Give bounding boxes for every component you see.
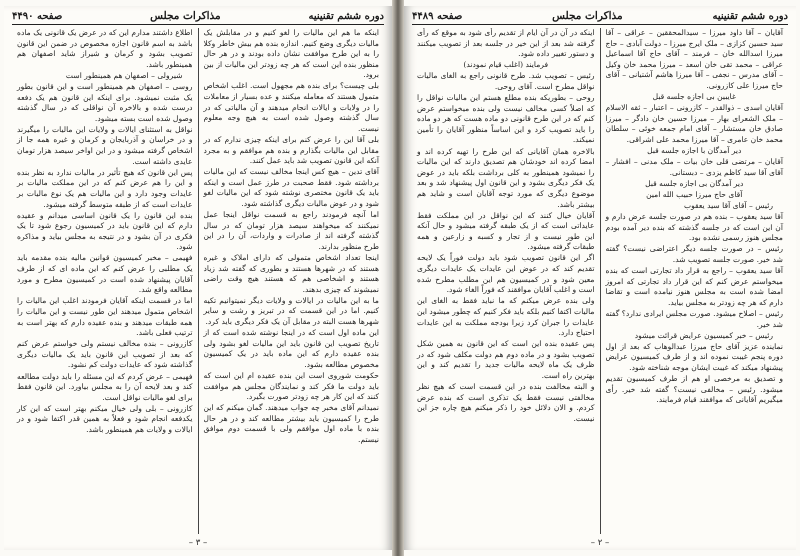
right-page-header (412, 8, 788, 25)
paragraph: آقایان – آقا داود میرزا – سیدالمحققین – عراقی – آقا سید حسین کزازی – ملک ایرج میرزا – دولت آبادی – حاج میرزا اسدالله خان – فرمند – آقای حاج آقا اسماعیل عراقی – محمد تقی خان اسعد – میرزا محمد خان وکیل – آقای مدرس – نجفی – آقا میرزا هاشم آشتیانی – آقای حاج میرزا علی کازرونی. (605, 28, 783, 90)
section-heading: غایبین بی اجازه جلسه قبل (652, 92, 736, 102)
paragraph: اگر این قانون تصویب شود باید دولت فوراً یک لایحه تقدیم کند که در عوض این عایدات یک عایدات دیگری معین شود و در کمیسیون هم این مطلب مطرح شده است و اغلب آقایان موافقند که فوراً الغاء شود. (417, 253, 595, 295)
section-heading: دیر آمدگان بی اجازه جلسه قبل (645, 178, 744, 188)
left-page-column-right (199, 28, 385, 534)
stage-direction: فرمایند (اغلب قیام نمودند) (463, 60, 549, 70)
left-page-footer-number: – ۳ – (188, 538, 208, 548)
paragraph: نواقل به استثنای ایالات و ولایات این مالیات را میگیرند و در خراسان و آذربایجان و کرمان و غیره همه جا از اشخاص گرفته میشود و در این اواخر سیصد هزار تومان عایدی داشته است. (17, 124, 193, 166)
paragraph: آقایان اسدی – ذوالقدر – کازرونی – اعتبار – ثقه الاسلام – ملک الشعرای بهار – میرزا حسین خان دادگر – میرزا صادق خان مستشار – آقای امام جمعه خوئی – سلطان محمد خان عامری – آقا میرزا محمد علی اشراقی. (605, 103, 783, 144)
paragraph: اما در قسمت اینکه آقایان فرمودند اغلب این مالیات را اشخاص متمول میدهند این طور نیست و این مالیات را همه طبقات میدهند و بنده عقیده دارم که بهتر است به ترتیب فعلی باشد. (17, 296, 193, 338)
paragraph: کازرونی – بنده مخالف نیستم ولی خواستم عرض کنم که بعد از تصویب این قانون باید یک مالیات دیگری گذاشته شود که عایدات دولت کم نشود. (17, 339, 193, 370)
paragraph: رئیس – در صورت جلسه دیگر اعتراضی نیست؟ گفته شد خیر. صورت جلسه تصویب شد. (605, 244, 783, 264)
book-gutter (392, 0, 404, 556)
paragraph: فهیمی – عرض کردم که این مسئله را باید دولت مطالعه کند و بعد لایحه آن را به مجلس بیاورد. این قانون فقط برای لغو مالیات نواقل است. (17, 371, 193, 402)
paragraph: اینجا تعداد اشخاص متمولی که دارای املاک و غیره هستند که در شهرها هستند و بطوری که گفته شد زیاد هستند و اشخاصی هم که هستند هیچ وقت راضی نمیشوند که چیزی بدهند. (203, 252, 379, 294)
paragraph: روسی – اصفهان هم همینطور است و این قانون بطور یک مثبت نمیشود. برای اینکه این قانون هم یک دفعه درست شده و بالاخره آن نواقلی که در سال گذشته وصول شده است بسته میشود. (17, 81, 193, 123)
paragraph: و البته مخالفت بنده در این قسمت است که هیچ نظر مخالفتی نیست فقط یک تذکری است که بنده عرض کردم. و الان دلائل خود را ذکر میکنم هیچ چاره جز این نیست. (417, 382, 595, 423)
left-page-header (12, 8, 384, 25)
left-page-columns (12, 28, 384, 534)
paragraph: این ماده اول است که در اینجا نوشته شده است که از تاریخ تصویب این قانون باید این مالیات لغو بشود ولی بنده عقیده دارم که این ماده باید در یک کمیسیون مخصوص مطالعه بشود. (203, 328, 379, 369)
paragraph: روحی – بطوریکه بنده مطلع هستم این مالیات نواقل را که اصلاً کسی مخالف نیست ولی بنده میخواستم عرض کنم که در این طرح قانونی دو ماده هست که هر دو ماده را باید تصویب کرد و این اساساً منظور آقایان را تأمین نمیکند. (417, 93, 595, 145)
paragraph: آقای حاج میرزا حبیب الله امین (646, 189, 743, 199)
paragraph: نماینده عزیز آقای حاج میرزا عبدالوهاب که بعد از اول دوره پنجم غیبت نموده اند و از طرف کمیسیون عرایض پیشنهاد میکند که غیبت ایشان موجه شناخته شود. (605, 341, 783, 372)
paragraph: آقا سید یعقوب – بنده هم در صورت جلسه عرض دارم و آن این است که در جلسه گذشته که بنده دیر آمده بودم مجلس هنوز رسمی نشده بود. (605, 212, 783, 243)
right-page-column-left (412, 28, 601, 534)
left-page-number-label: دوره ششم تقنینیه (308, 10, 384, 22)
right-page-column-right (601, 28, 789, 534)
paragraph: اطلاع داشتند مدارم این که در عرض یک قانونی یک ماده باشد به اسم قانون اجازه مخصوص در ضمن این قانون تصویب بشود و کرمان و شیراز شاید اصفهان هم همینطور باشد. (17, 28, 193, 69)
paragraph: پس عقیده بنده این است که این قانون به همین شکل تصویب بشود و در ماده دوم هم دولت مکلف شود که در ظرف یک ماه لایحه مالیات جدید را تقدیم کند و این بهترین راه است. (417, 339, 595, 380)
paragraph: آقا سید یعقوب – راجع به قرار داد تجارتی است که بنده میخواستم عرض کنم که این قرار داد تجارتی که امروز امضا شده است به مجلس هنوز نیامده است و تقاضا دارم که هر چه زودتر به مجلس بیاید. (605, 266, 783, 307)
paragraph: نمیدانم آقای مخبر چه جواب میدهند. گمان میکنم که این طرح را کمیسیون باید بیشتر مطالعه کند و در هر حال بنده با ماده اول موافقم ولی با قسمت دوم موافق نیستم. (203, 403, 379, 445)
paragraph: کازرونی – بلی ولی خیال میکنم بهتر است که این کار یکدفعه انجام شود و فعلاً به همین قدر اکتفا شود و در ایالات و ولایات هم همینطور باشد. (17, 403, 193, 434)
paragraph: بنده این قانون را یک قانون اساسی میدانم و عقیده دارم که این قانون باید در کمیسیون رجوع شود تا یک فکری در آن بشود و در نتیجه به مجلس بیاید و مذاکره شود. (17, 210, 193, 252)
paragraph: و تصدیق به مرخصی او هم از طرف کمیسیون تقدیم میشود. رئیس – مخالفی نیست؟ گفته شد خیر. رأی میگیریم آقایانی که موافقند قیام فرمایند. (605, 374, 783, 405)
paragraph: آقایان – مرتضی قلی خان بیات – ملک مدنی – افشار – آقای آقا سید کاظم یزدی – دبستانی. (605, 157, 783, 177)
right-page-session: دوره ششم تقنینیه (712, 10, 788, 22)
left-page-session: صفحه ۴۴۹۰ (12, 10, 63, 22)
paragraph: اینکه در آن در آن ایام از تقدیم رأی شود به موقع که رأی گرفته شد بعد از این خیر در جلسه بعد از تصویب میکنند و دستور تغییر داده شود. (417, 28, 595, 59)
speaker-line: رئیس – آقای آقا سید یعقوب (683, 201, 773, 210)
paragraph: پس این قانون که هیچ تأثیر در مالیات ندارد به نظر بنده و این را هم عرض کنم که در این مملکت مالیات بر عایدات وجود دارد و این مالیات هم یک نوع مالیات بر عایدات است که از طبقه متوسط گرفته میشود. (17, 167, 193, 209)
speaker-line: شیرولی – اصفهان هم همینطور است (65, 70, 183, 80)
left-page (4, 6, 392, 550)
paragraph: رئیس – اصلاح میشود. صورت مجلس ایرادی ندارد؟ گفته شد خیر. (605, 308, 783, 329)
speaker-line: رئیس – خبر کمیسیون عرایض قرائت میشود (634, 330, 773, 340)
right-page-footer-number: – ۲ – (590, 538, 610, 548)
paragraph: آقای تدین – هیچ کس اینجا مخالف نیست که این مالیات برداشته شود. فقط صحبت در طرز عمل است و اینکه باید یک قانون مختصری نوشته شود که این مالیات لغو شود و در عوض مالیات دیگری گذاشته شود. (203, 167, 379, 208)
paragraph: فهیمی – مخبر کمیسیون قوانین مالیه بنده مقدمه باید یک مطلبی را عرض کنم که این ماده ای که از طرف آقایان پیشنهاد شده است در کمیسیون مطرح و مورد مطالعه واقع شد. (17, 253, 193, 295)
paragraph: اما آنچه فرمودند راجع به قسمت نواقل اینجا عمل نمیکنند که میخواهند سیصد هزار تومان که در سال گذشته گرفته اند از صادرات و واردات، آن را در این طرح منظور بدارند. (203, 210, 379, 251)
paragraph: رئیس – تصویب شد. طرح قانونی راجع به الغای مالیات نواقل مطرح است. آقای روحی. (417, 71, 595, 91)
paragraph: بلی آقا این را عرض کنم برای اینکه چیزی ندارم که در مقابل این مالیات بگذارم و بنده هم موافقم و به مجرد آنکه این قانون تصویب شد باید عمل کنند. (203, 134, 379, 166)
paragraph: اینکه ما هم این مالیات را لغو کنیم و در مقابلش یک مالیات دیگری وضع کنیم. اندازه بنده هم بیش خاطر وکلا را به این طرح موافقت نشان داده بودند و در هر حال منظور بنده این است که هر چه زودتر این مالیات از بین برود. (203, 28, 379, 80)
right-page-title: مذاکرات مجلس (552, 10, 623, 22)
paragraph: حکومت شوروی است این بنده عقیده ام این است که باید دولت ما فکر کند و نمایندگان مجلس هم موافقت کنند که این کار هر چه زودتر صورت بگیرد. (203, 371, 379, 402)
right-page-columns (412, 28, 788, 534)
paragraph: آقایان خیال کنند که این نواقل در این مملکت فقط عایداتی است که از یک طبقه گرفته میشود و حال آنکه این طور نیست و از تجار و کسبه و زارعین و همه طبقات گرفته میشود. (417, 210, 595, 252)
paragraph: بالاخره همان آقایانی که این طرح را تهیه کرده اند و امضا کرده اند خودشان هم تصدیق دارند که این مالیات را نمیشود همینطور به کلی برداشت بلکه باید در عوض یک فکر دیگری بشود و این قانون اول پیشنهاد شد و بعد موضوع دیگری که مورد توجه آقایان است و شاید هم بیشتر باشد. (417, 146, 595, 209)
left-page-column-left (12, 28, 199, 534)
section-heading: دیر آمدگان با اجازه جلسه قبل (647, 146, 742, 156)
paragraph: بلی چیست؟ برای بنده هم مجهول است. اغلب اشخاص متمول هستند که معامله میکنند و عده بسیار از معاملات را در ولایات و ایالات انجام میدهند و آن مالیاتی که در سال گذشته وصول شده است به هیچ وجه معلوم نیست. (203, 81, 379, 133)
right-page-number-label: صفحه ۴۴۸۹ (412, 10, 463, 22)
paragraph: ما به این مالیات در ایالات و ولایات دیگر نمیتوانیم تکیه کنیم. اما در این قسمت که در تبریز و رشت و سایر شهرها هست البته در مقابل آن یک فکر دیگری باید کرد. (203, 295, 379, 327)
right-page (404, 6, 796, 550)
left-page-title: مذاکرات مجلس (150, 10, 221, 22)
paragraph: ولی بنده عرض میکنم که ما نباید فقط به الغای این مالیات اکتفا کنیم بلکه باید فکر کنیم که چطور میشود این عایدات را جبران کرد زیرا بودجه مملکت به این عایدات احتیاج دارد. (417, 296, 595, 338)
